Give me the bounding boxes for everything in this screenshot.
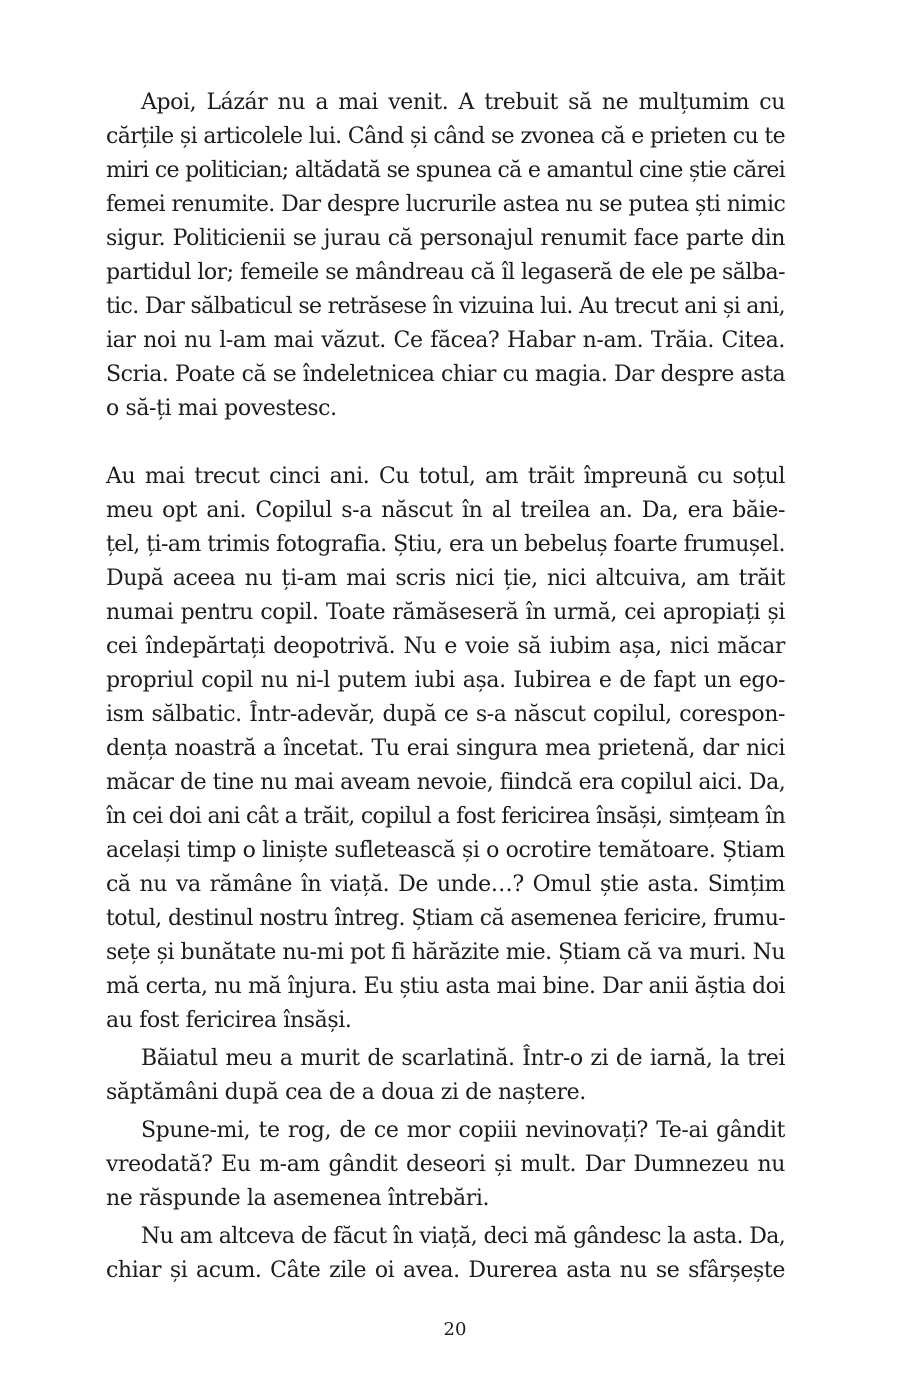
paragraph-2-line: în cei doi ani cât a trăit, copilul a fost fericirea însăși, simțeam în (106, 804, 786, 829)
paragraph-1-line: tic. Dar sălbaticul se retrăsese în vizuina lui. Au trecut ani și ani, (106, 294, 785, 319)
paragraph-1-line: Apoi, Lázár nu a mai venit. A trebuit să ne mulțumim cu (141, 90, 785, 115)
paragraph-1-line: miri ce politician; altădată se spunea că e amantul cine știe cărei (106, 158, 785, 183)
paragraph-2-line: cei îndepărtați deopotrivă. Nu e voie să iubim așa, nici măcar (106, 634, 785, 659)
paragraph-1-line: sigur. Politicienii se jurau că personajul renumit face parte din (106, 226, 785, 251)
paragraph-1-line: o să-ți mai povestesc. (106, 396, 337, 421)
paragraph-4-line: Spune-mi, te rog, de ce mor copiii nevinovați? Te-ai gândit (141, 1118, 785, 1143)
paragraph-2-line: ism sălbatic. Într-adevăr, după ce s-a născut copilul, corespon- (106, 702, 785, 727)
paragraph-1-line: femei renumite. Dar despre lucrurile astea nu se putea ști nimic (106, 192, 786, 217)
paragraph-2-line: sețe și bunătate nu-mi pot fi hărăzite mie. Știam că va muri. Nu (106, 940, 786, 965)
page-number: 20 (443, 1319, 467, 1340)
paragraph-2-line: au fost fericirea însăși. (106, 1008, 352, 1033)
text-block-main (106, 460, 785, 1288)
paragraph-2-line: numai pentru copil. Toate rămăseseră în urmă, cei apropiați și (106, 600, 785, 625)
paragraph-2-line: Au mai trecut cinci ani. Cu totul, am trăit împreună cu soțul (106, 464, 785, 489)
paragraph-5-line: Nu am altceva de făcut în viață, deci mă gândesc la asta. Da, (141, 1224, 786, 1249)
paragraph-2-line: meu opt ani. Copilul s-a născut în al treilea an. Da, era băie- (106, 498, 785, 523)
paragraph-1-line: cărțile și articolele lui. Când și când se zvonea că e prieten cu te (106, 124, 785, 149)
paragraph-1-line: Scria. Poate că se îndeletnicea chiar cu magia. Dar despre asta (106, 362, 786, 387)
paragraph-1-line: iar noi nu l-am mai văzut. Ce făcea? Habar n-am. Trăia. Citea. (106, 328, 785, 353)
paragraph-2-line: țel, ți-am trimis fotografia. Știu, era un bebeluș foarte frumușel. (106, 532, 785, 557)
paragraph-5-line: chiar și acum. Câte zile oi avea. Durerea asta nu se sfârșește (106, 1258, 785, 1283)
paragraph-2-line: propriul copil nu ni-l putem iubi așa. Iubirea e de fapt un ego- (106, 668, 785, 693)
paragraph-2-line: că nu va rămâne în viață. De unde…? Omul știe asta. Simțim (106, 872, 785, 897)
paragraph-3-line: Băiatul meu a murit de scarlatină. Într-o zi de iarnă, la trei (141, 1046, 785, 1071)
paragraph-2-line: totul, destinul nostru întreg. Știam că asemenea fericire, frumu- (106, 906, 786, 931)
paragraph-4-line: vreodată? Eu m-am gândit deseori și mult. Dar Dumnezeu nu (106, 1152, 785, 1177)
paragraph-1-line: partidul lor; femeile se mândreau că îl legaseră de ele pe sălba- (106, 260, 786, 285)
paragraph-4-line: ne răspunde la asemenea întrebări. (106, 1186, 490, 1211)
text-block-top (106, 86, 785, 426)
paragraph-3-line: săptămâni după cea de a doua zi de naștere. (106, 1080, 586, 1105)
paragraph-2-line: dența noastră a încetat. Tu erai singura mea prietenă, dar nici (106, 736, 785, 761)
paragraph-2-line: măcar de tine nu mai aveam nevoie, fiindcă era copilul aici. Da, (106, 770, 786, 795)
paragraph-2-line: același timp o liniște sufletească și o ocrotire temătoare. Știam (106, 838, 785, 863)
paragraph-2-line: mă certa, nu mă înjura. Eu știu asta mai bine. Dar anii ăștia doi (106, 974, 785, 999)
paragraph-2-line: După aceea nu ți-am mai scris nici ție, nici altcuiva, am trăit (106, 566, 785, 591)
